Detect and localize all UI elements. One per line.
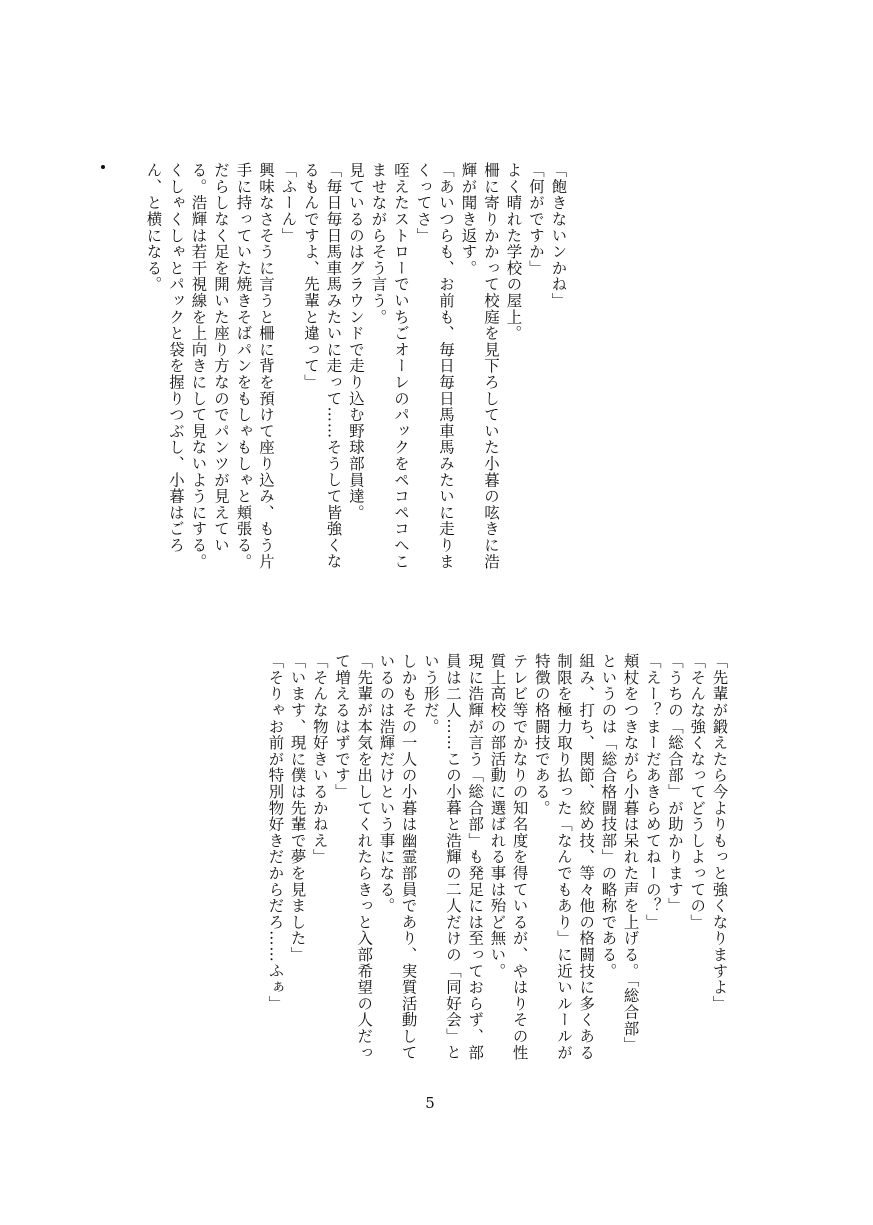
text-line: 「先輩が本気を出してくれたらきっと入部希望の人だっ: [355, 653, 374, 1061]
text-line: 咥えたストローでいちごオーレのパックをペコペコへこ: [391, 162, 410, 570]
text-line: 「そりゃお前が特別物好きだからだろ……ふぁ」: [266, 653, 285, 1012]
text-line: 「そんな強くなってどうしよっての」: [688, 653, 707, 931]
text-line: 「そんな物好きいるかねえ」: [310, 653, 329, 865]
text-line: くってさ」: [414, 162, 433, 244]
text-line: 「えー？まーだあきらめてねーの？」: [643, 653, 662, 931]
text-line: だらしなく足を開いた座り方なのでパンツが見えてい: [211, 162, 230, 554]
text-line: ん、と横になる。: [144, 162, 163, 293]
text-line: 現に浩輝が言う「総合部」も発足には至っておらず、部: [466, 653, 485, 1061]
text-line: 組み、打ち、関節、絞め技、等々他の格闘技に多くある: [577, 653, 596, 1061]
text-line: 「何がですか」: [526, 162, 545, 277]
text-line: しかもその一人の小暮は幽霊部員であり、実質活動して: [399, 653, 418, 1061]
text-line: テレビ等でかなりの知名度を得ているが、やはりその性: [510, 653, 529, 1061]
text-line: 頬杖をつきながら小暮は呆れた声を上げる。「総合部」: [621, 653, 640, 1053]
text-line: 輝が聞き返す。: [459, 162, 478, 277]
text-line: 制限を極力取り払った「なんでもあり」に近いルールが: [555, 653, 573, 1061]
text-line: 「うちの「総合部」が助かります」: [666, 653, 684, 914]
text-line: 「先輩が鍛えたら今よりもっと強くなりますよ」: [710, 653, 729, 1012]
text-line: 興味なさそうに言うと柵に背を預けて座り込み、もう片: [256, 162, 275, 570]
text-line: 「飽きないンかね」: [549, 162, 568, 309]
text-line: 員は二人……この小暮と浩輝の二人だけの「同好会」と: [444, 653, 462, 1061]
text-line: くしゃくしゃとパックと袋を握りつぶし、小暮はごろ: [166, 162, 185, 554]
bullet-mark: [101, 165, 105, 169]
text-line: 見ているのはグラウンドで走り込む野球部員達。: [346, 162, 365, 521]
text-line: 「毎日毎日馬車馬みたいに走って……そうして皆強くな: [324, 162, 343, 570]
text-line: 質上高校の部活動に選ばれる事は殆ど無い。: [488, 653, 507, 979]
text-line: いるのは浩輝だけという事になる。: [377, 653, 396, 914]
text-line: 手に持っていた焼きそばパンをもしゃもしゃと頬張る。: [234, 162, 253, 570]
page-number: 5: [425, 1094, 435, 1112]
text-line: 「います、現に僕は先輩で夢を見ました」: [288, 653, 307, 963]
text-line: 特徴の格闘技である。: [532, 653, 551, 816]
text-line: て増えるはずです」: [333, 653, 351, 800]
text-line: 「あいつらも、お前も、毎日毎日馬車馬みたいに走りま: [436, 162, 455, 570]
text-line: 「ふーん」: [279, 162, 298, 244]
text-line: るもんですよ、先輩と違って」: [301, 162, 320, 391]
text-line: ませながらそう言う。: [369, 162, 388, 325]
text-line: というのは「総合格闘技部」の略称である。: [599, 653, 618, 979]
text-line: よく晴れた学校の屋上。: [504, 162, 523, 342]
text-line: いう形だ。: [421, 653, 440, 735]
text-line: 柵に寄りかかって校庭を見下ろしていた小暮の呟きに浩: [481, 162, 500, 570]
text-line: る。浩輝は若干視線を上向きにして見ないようにする。: [189, 162, 208, 570]
